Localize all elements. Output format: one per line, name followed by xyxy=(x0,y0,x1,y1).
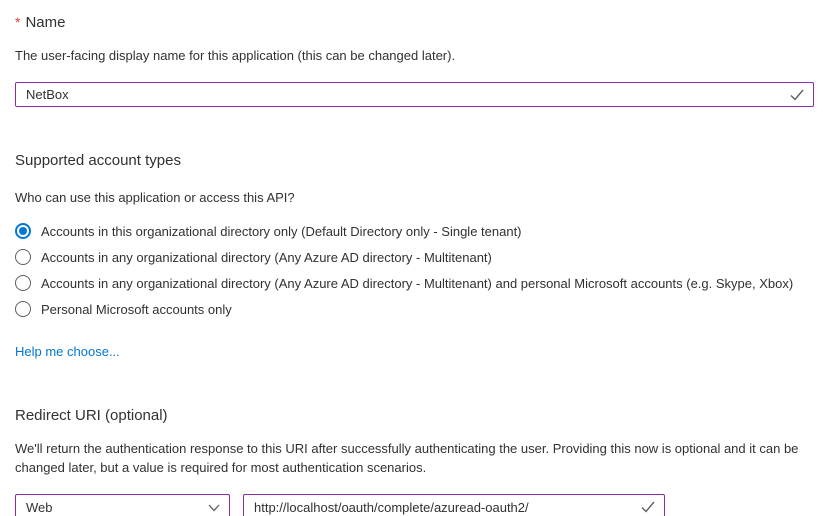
radio-label: Accounts in any organizational directory (Any Azure AD directory - Multitenant) and personal Microsoft accounts (e.g. Skype, Xbox) xyxy=(41,275,794,291)
chevron-down-icon xyxy=(208,500,220,515)
radio-label: Accounts in any organizational directory (Any Azure AD directory - Multitenant) xyxy=(41,249,492,265)
help-me-choose-link[interactable]: Help me choose... xyxy=(15,344,120,359)
account-type-option-personal-only[interactable] xyxy=(15,296,814,322)
name-input[interactable] xyxy=(16,83,813,106)
account-type-option-multitenant-personal[interactable] xyxy=(15,270,814,296)
platform-select[interactable] xyxy=(15,494,230,516)
supported-account-types-heading: Supported account types xyxy=(15,152,181,169)
name-input-container xyxy=(15,82,814,107)
account-types-radio-group xyxy=(15,218,814,322)
redirect-uri-input[interactable] xyxy=(244,495,664,516)
radio-button[interactable] xyxy=(15,275,31,291)
required-asterisk: * xyxy=(15,14,21,30)
radio-button[interactable] xyxy=(15,249,31,265)
account-type-option-multitenant[interactable] xyxy=(15,244,814,270)
radio-label: Personal Microsoft accounts only xyxy=(41,301,232,317)
platform-select-value: Web xyxy=(26,499,53,515)
name-field-heading xyxy=(15,12,814,33)
redirect-uri-heading: Redirect URI (optional) xyxy=(15,407,168,424)
radio-button[interactable] xyxy=(15,223,31,239)
account-types-question: Who can use this application or access this API? xyxy=(15,190,295,205)
name-field-label: Name xyxy=(25,14,66,31)
redirect-uri-input-container xyxy=(243,494,665,516)
radio-label: Accounts in this organizational directory only (Default Directory only - Single tenant) xyxy=(41,223,522,239)
redirect-uri-description: We'll return the authentication response to this URI after successfully authenticating the user. Providing this now is optional and it can be changed later, but a value is required for most authentication scenarios. xyxy=(15,441,799,475)
name-field-description: The user-facing display name for this application (this can be changed later). xyxy=(15,48,456,63)
redirect-uri-controls xyxy=(15,494,814,516)
account-type-option-single-tenant[interactable] xyxy=(15,218,814,244)
radio-button[interactable] xyxy=(15,301,31,317)
radio-dot xyxy=(19,227,27,235)
